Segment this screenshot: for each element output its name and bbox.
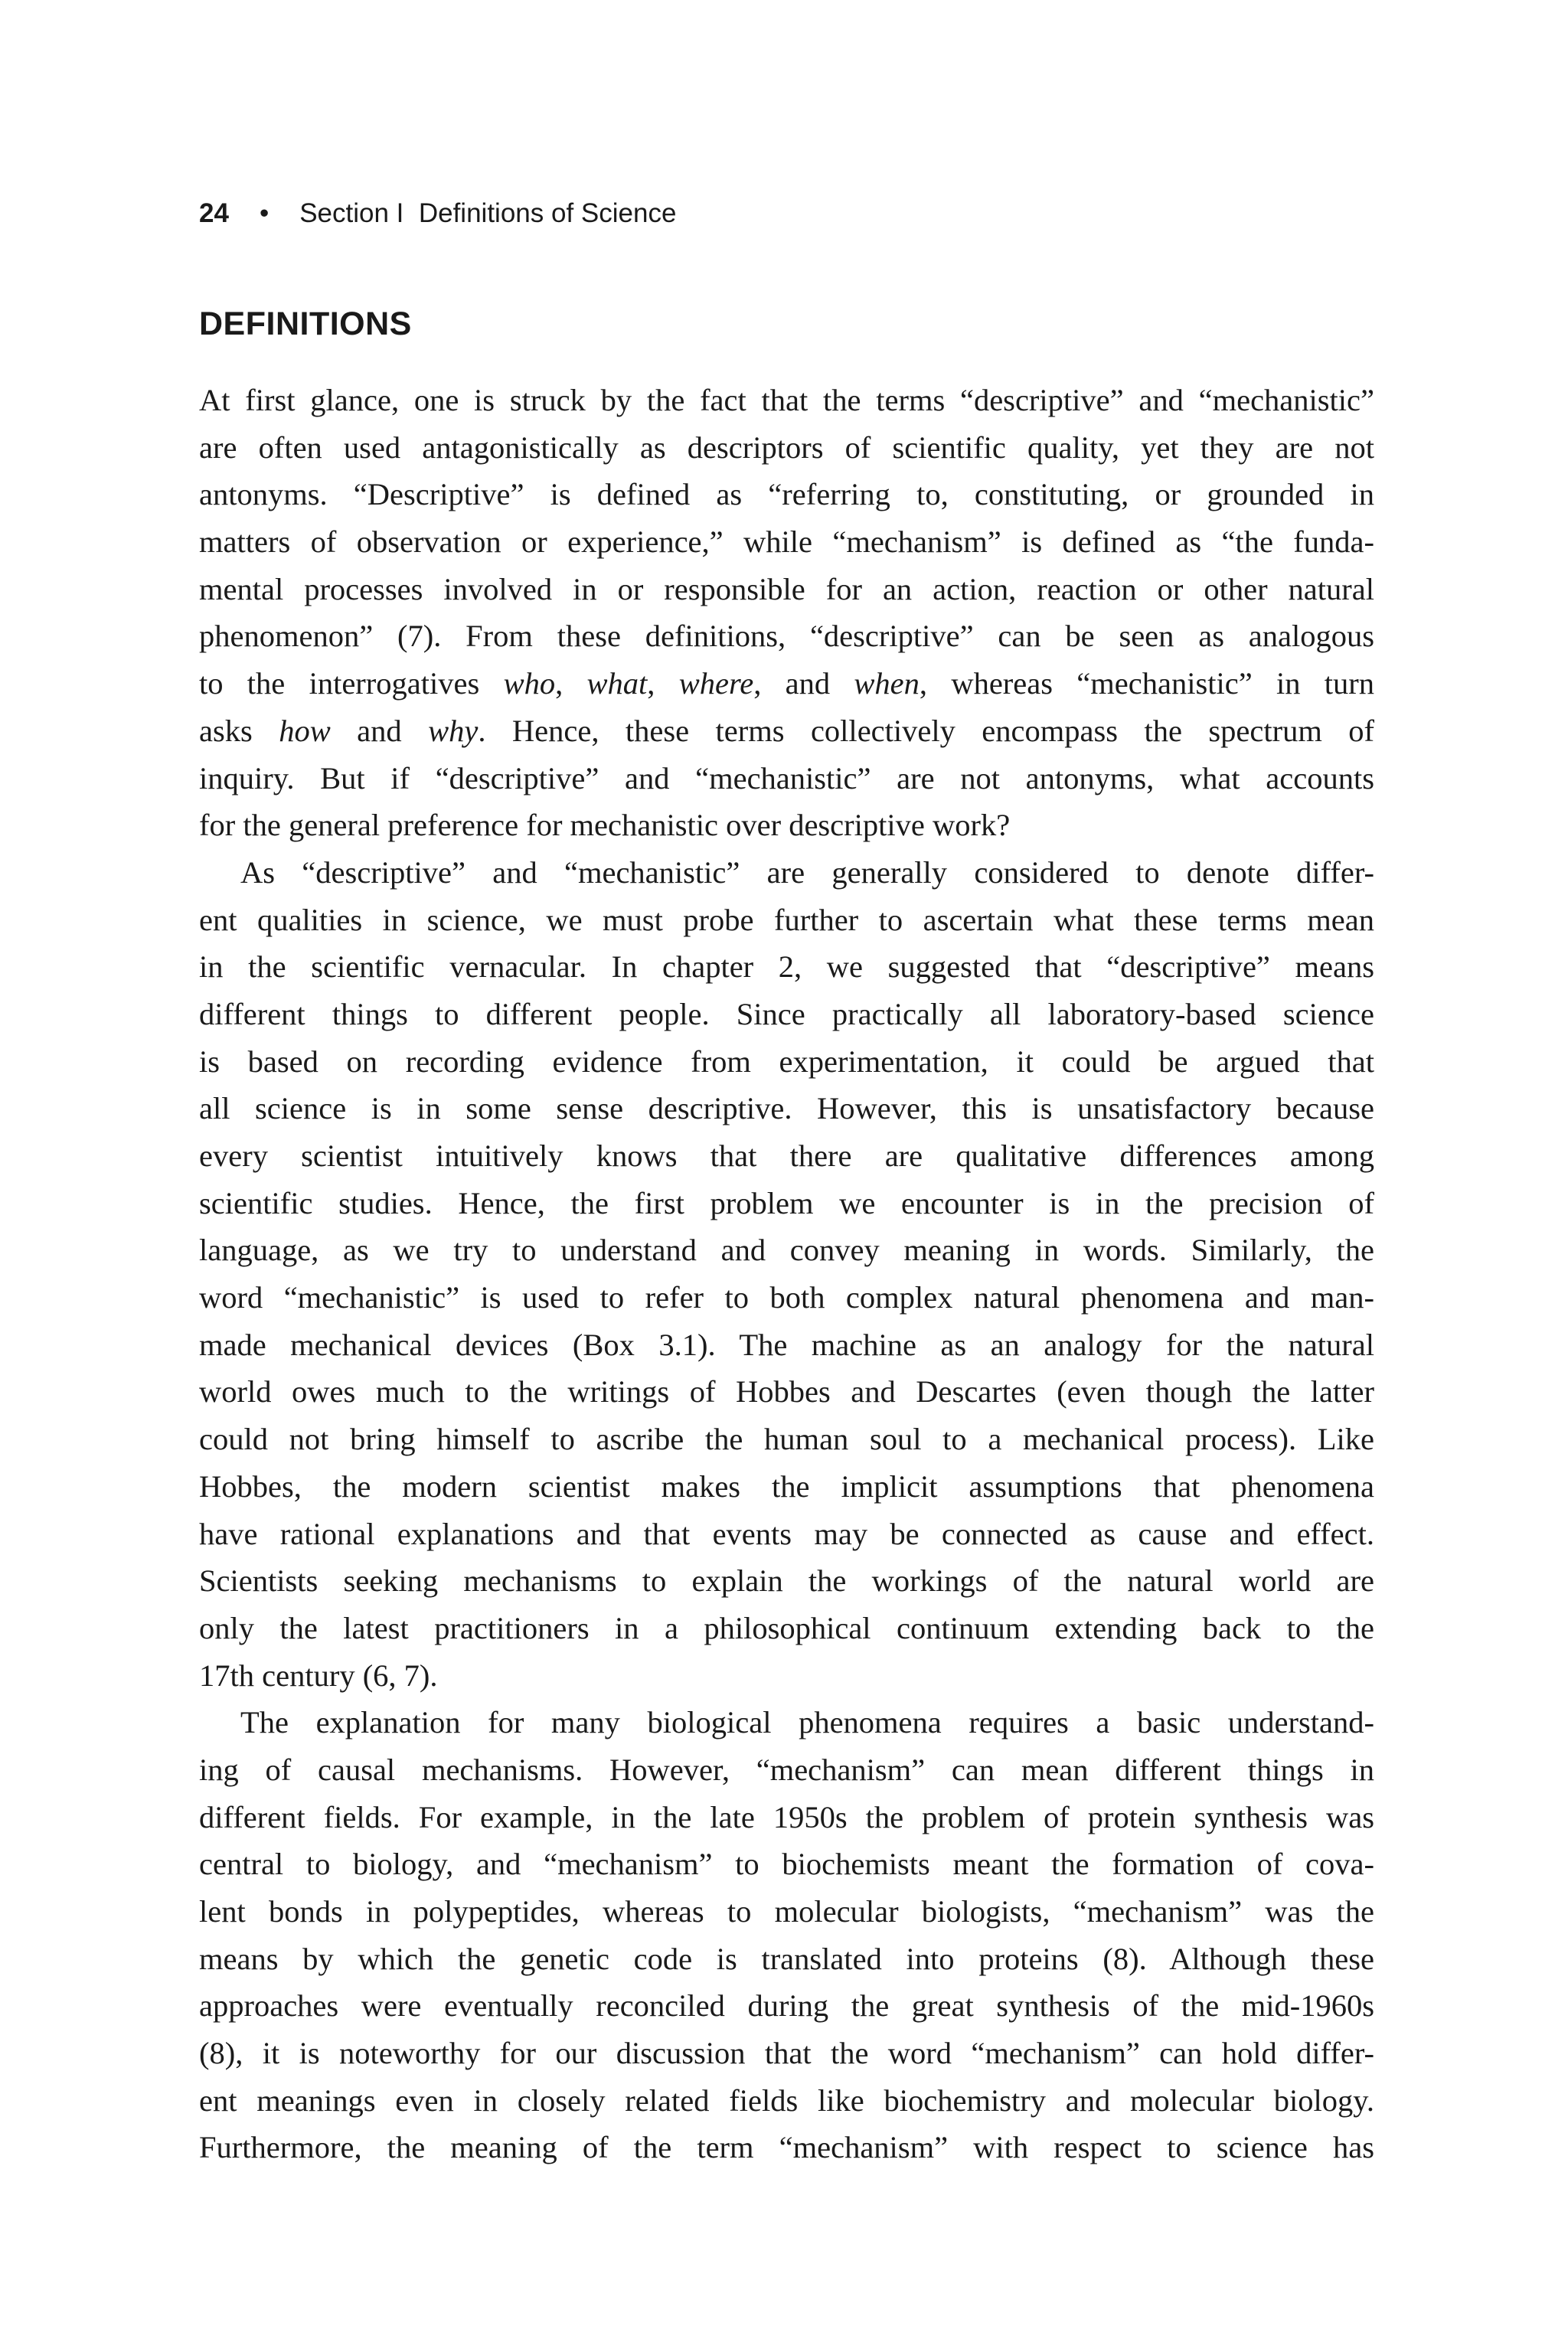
text-line: 17th century (6, 7). bbox=[199, 1658, 438, 1693]
text-line: to the interrogatives who, what, where, and when, whereas “mechanistic” in turn bbox=[199, 666, 1375, 701]
text-line: (8), it is noteworthy for our discussion that the word “mechanism” can hold differ- bbox=[199, 2036, 1374, 2071]
text-line: At first glance, one is struck by the fact that the terms “descriptive” and “mechanistic” bbox=[199, 383, 1374, 417]
text-line: Hobbes, the modern scientist makes the implicit assumptions that phenomena bbox=[199, 1468, 1374, 1504]
section-title: Section I Definitions of Science bbox=[299, 198, 677, 228]
text-line: language, as we try to understand and convey meaning in words. Similarly, the bbox=[199, 1233, 1374, 1268]
text-line: As “descriptive” and “mechanistic” are generally considered to denote differ- bbox=[240, 854, 1374, 890]
text-line: ent meanings even in closely related fields like biochemistry and molecular biology. bbox=[199, 2082, 1374, 2118]
text-line: antonyms. “Descriptive” is defined as “referring to, constituting, or grounded in bbox=[199, 477, 1374, 512]
text-line: mental processes involved in or responsible for an action, reaction or other natural bbox=[199, 571, 1374, 606]
text-line: different fields. For example, in the late 1950s the problem of protein synthesis was bbox=[199, 1799, 1374, 1834]
text-line: for the general preference for mechanistic over descriptive work? bbox=[199, 808, 1011, 843]
text-line: phenomenon” (7). From these definitions, “descriptive” can be seen as analogous bbox=[199, 619, 1374, 654]
text-line: Furthermore, the meaning of the term “mechanism” with respect to science has bbox=[199, 2130, 1374, 2165]
text-line: every scientist intuitively knows that there are qualitative differences among bbox=[199, 1138, 1374, 1173]
section-heading: DEFINITIONS bbox=[199, 305, 412, 342]
body-text bbox=[199, 377, 1374, 2171]
text-line: approaches were eventually reconciled during the great synthesis of the mid-1960s bbox=[199, 1988, 1374, 2024]
text-line: made mechanical devices (Box 3.1). The machine as an analogy for the natural bbox=[199, 1327, 1374, 1362]
text-line: Scientists seeking mechanisms to explain the workings of the natural world are bbox=[199, 1563, 1374, 1599]
text-line: lent bonds in polypeptides, whereas to molecular biologists, “mechanism” was the bbox=[199, 1894, 1374, 1929]
text-line: inquiry. But if “descriptive” and “mechanistic” are not antonyms, what accounts bbox=[199, 760, 1374, 795]
text-line: ent qualities in science, we must probe further to ascertain what these terms mean bbox=[199, 902, 1374, 937]
text-line: could not bring himself to ascribe the human soul to a mechanical process). Like bbox=[199, 1422, 1374, 1457]
text-line: are often used antagonistically as descriptors of scientific quality, yet they are not bbox=[199, 430, 1374, 465]
text-line: The explanation for many biological phenomena requires a basic understand- bbox=[240, 1705, 1374, 1740]
page-number: 24 bbox=[199, 198, 229, 228]
text-line: ing of causal mechanisms. However, “mechanism” can mean different things in bbox=[199, 1752, 1374, 1787]
text-line: different things to different people. Since practically all laboratory-based science bbox=[199, 996, 1374, 1031]
running-head bbox=[199, 194, 676, 233]
text-line: word “mechanistic” is used to refer to both complex natural phenomena and man- bbox=[199, 1280, 1374, 1315]
text-line: world owes much to the writings of Hobbes and Descartes (even though the latter bbox=[199, 1374, 1374, 1410]
text-line: scientific studies. Hence, the first problem we encounter is in the precision of bbox=[199, 1185, 1374, 1220]
running-head-bullet: • bbox=[259, 198, 270, 228]
text-line: in the scientific vernacular. In chapter 2, we suggested that “descriptive” means bbox=[199, 949, 1374, 985]
text-line: is based on recording evidence from experimentation, it could be argued that bbox=[199, 1044, 1374, 1079]
text-line: all science is in some sense descriptive. However, this is unsatisfactory because bbox=[199, 1091, 1374, 1126]
text-line: means by which the genetic code is translated into proteins (8). Although these bbox=[199, 1941, 1374, 1976]
text-line: have rational explanations and that events may be connected as cause and effect. bbox=[199, 1516, 1374, 1551]
text-line: only the latest practitioners in a philosophical continuum extending back to the bbox=[199, 1610, 1374, 1645]
text-line: matters of observation or experience,” while “mechanism” is defined as “the funda- bbox=[199, 524, 1374, 560]
text-line: asks how and why. Hence, these terms collectively encompass the spectrum of bbox=[199, 713, 1375, 748]
text-line: central to biology, and “mechanism” to biochemists meant the formation of cova- bbox=[199, 1847, 1374, 1882]
